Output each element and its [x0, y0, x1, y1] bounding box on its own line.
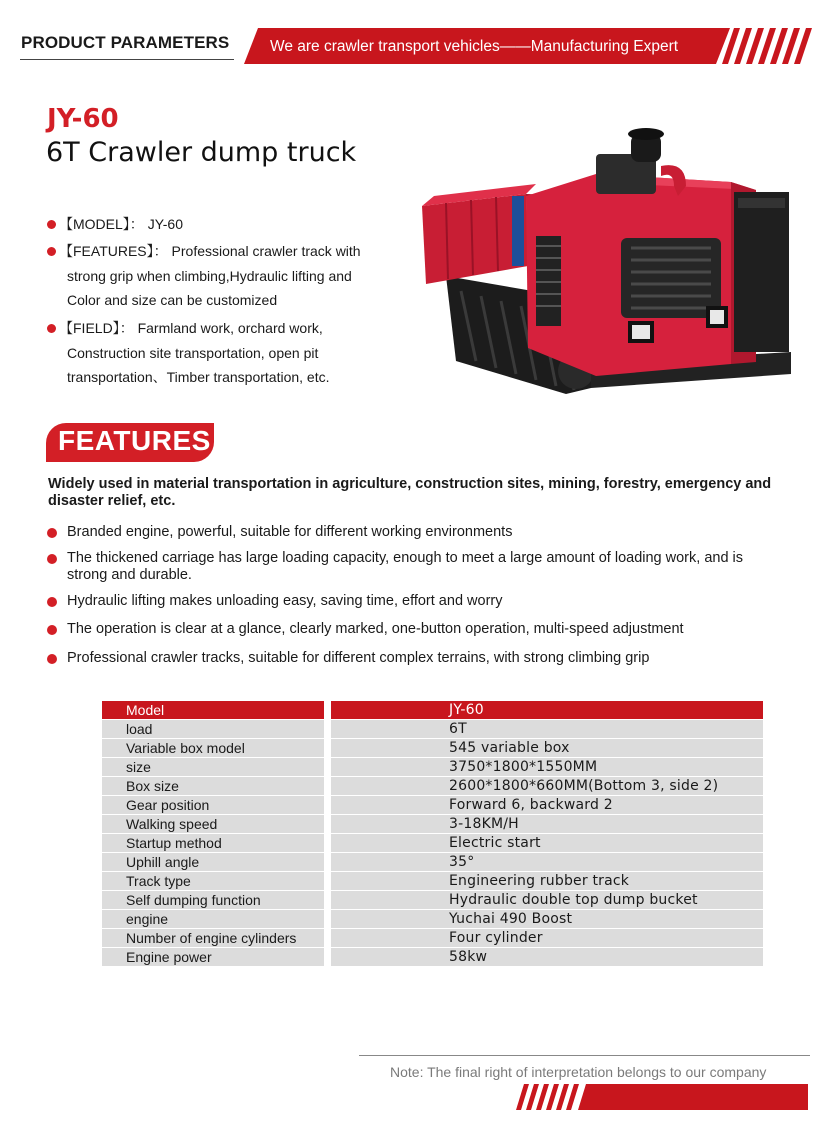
spec-line: Farmland work, orchard work,: [137, 320, 323, 336]
features-badge: [46, 423, 214, 462]
table-cell-value: Engineering rubber track: [449, 873, 630, 889]
spec-line: strong grip when climbing,Hydraulic lifting and: [67, 267, 352, 284]
table-header-cell: Model: [126, 702, 165, 718]
spec-line: JY-60: [147, 216, 183, 232]
table-row: [102, 891, 763, 910]
parameter-table: [102, 701, 763, 967]
table-row: [102, 758, 763, 777]
feature-text: The operation is clear at a glance, clearly marked, one-button operation, multi-speed adjustment: [67, 621, 684, 637]
spec-line: transportation、Timber transportation, etc.: [67, 369, 330, 385]
table-row: [102, 796, 763, 815]
table-cell-label: Track type: [126, 873, 191, 889]
red-dot-icon: [47, 597, 57, 607]
product-name: 6T Crawler dump truck: [46, 137, 357, 168]
table-header-cell: JY-60: [449, 702, 484, 718]
table-cell-label: Variable box model: [126, 740, 245, 756]
spec-label: 【MODEL】: [59, 216, 130, 232]
header-slogan: We are crawler transport vehicles——Manufacturing Expert: [270, 38, 679, 55]
table-cell-value: 545 variable box: [449, 740, 570, 756]
red-dot-icon: [47, 528, 57, 538]
header-title: PRODUCT PARAMETERS: [21, 33, 230, 52]
table-cell-label: size: [126, 759, 151, 775]
table-cell-value: Hydraulic double top dump bucket: [449, 892, 698, 908]
table-cell-label: Gear position: [126, 797, 210, 813]
spec-separator: ：: [119, 320, 134, 336]
table-cell-label: Self dumping function: [126, 892, 261, 908]
table-cell-label: Walking speed: [126, 816, 218, 832]
footer-note: Note: The final right of interpretation belongs to our company: [390, 1064, 767, 1080]
red-dot-icon: [47, 554, 57, 564]
table-row: [102, 929, 763, 948]
table-row: [102, 720, 763, 739]
header-underline: [20, 59, 234, 60]
feature-text: Professional crawler tracks, suitable for different complex terrains, with strong climbing grip: [67, 650, 650, 666]
table-cell-label: load: [126, 721, 153, 737]
table-cell-value: 2600*1800*660MM(Bottom 3, side 2): [449, 778, 719, 794]
table-cell-label: Startup method: [126, 835, 222, 851]
table-row: [102, 948, 763, 967]
crawler-dump-truck-illustration: [416, 126, 796, 396]
footer-rule: [359, 1055, 810, 1056]
feature-text: Hydraulic lifting makes unloading easy, saving time, effort and worry: [67, 593, 503, 609]
features-badge-label: FEATURES: [58, 425, 211, 456]
spec-field: [47, 316, 407, 390]
table-cell-value: 3750*1800*1550MM: [449, 759, 598, 775]
table-row: [102, 815, 763, 834]
red-dot-icon: [47, 247, 56, 256]
table-cell-value: 58kw: [449, 949, 488, 965]
feature-bullet: [47, 524, 787, 541]
red-dot-icon: [47, 625, 57, 635]
spec-separator: ：: [129, 216, 144, 232]
footer-stripes-decoration: [516, 1084, 808, 1110]
features-lead: Widely used in material transportation in agriculture, construction sites, mining, forestry, emergency and disaster relief, etc.: [48, 476, 772, 509]
table-cell-value: Electric start: [449, 835, 541, 851]
table-cell-value: 3-18KM/H: [449, 816, 519, 832]
spec-label: 【FIELD】: [59, 320, 120, 336]
table-cell-value: Yuchai 490 Boost: [449, 911, 573, 927]
table-row: [102, 777, 763, 796]
table-row: [102, 872, 763, 891]
table-cell-label: engine: [126, 911, 169, 927]
table-row: [102, 739, 763, 758]
table-cell-label: Box size: [126, 778, 179, 794]
header-stripes-decoration: [722, 28, 812, 64]
feature-text: Branded engine, powerful, suitable for different working environments: [67, 524, 513, 540]
spec-label: 【FEATURES】: [59, 243, 154, 259]
spec-line: Professional crawler track with: [171, 243, 361, 259]
spec-separator: ：: [153, 243, 168, 259]
spec-line: Construction site transportation, open pit: [67, 344, 319, 361]
feature-bullet: [47, 593, 787, 610]
table-header-row: [102, 701, 763, 720]
table-cell-label: Engine power: [126, 949, 212, 965]
red-dot-icon: [47, 654, 57, 664]
table-cell-value: 6T: [449, 721, 467, 737]
table-cell-value: Forward 6, backward 2: [449, 797, 613, 813]
table-row: [102, 834, 763, 853]
red-dot-icon: [47, 220, 56, 229]
spec-line: Color and size can be customized: [67, 292, 278, 308]
feature-bullet: [47, 650, 787, 667]
feature-bullet: [47, 621, 787, 638]
table-cell-label: Number of engine cylinders: [126, 930, 297, 946]
feature-bullet: [47, 550, 787, 584]
product-model-code: JY-60: [47, 104, 119, 134]
table-cell-value: Four cylinder: [449, 930, 543, 946]
red-dot-icon: [47, 324, 56, 333]
table-cell-label: Uphill angle: [126, 854, 200, 870]
spec-features: [47, 239, 407, 313]
table-row: [102, 853, 763, 872]
spec-model: [47, 212, 407, 237]
table-cell-value: 35°: [449, 854, 475, 870]
table-row: [102, 910, 763, 929]
feature-text: The thickened carriage has large loading capacity, enough to meet a large amount of loading work, and is strong and durable.: [67, 550, 744, 583]
